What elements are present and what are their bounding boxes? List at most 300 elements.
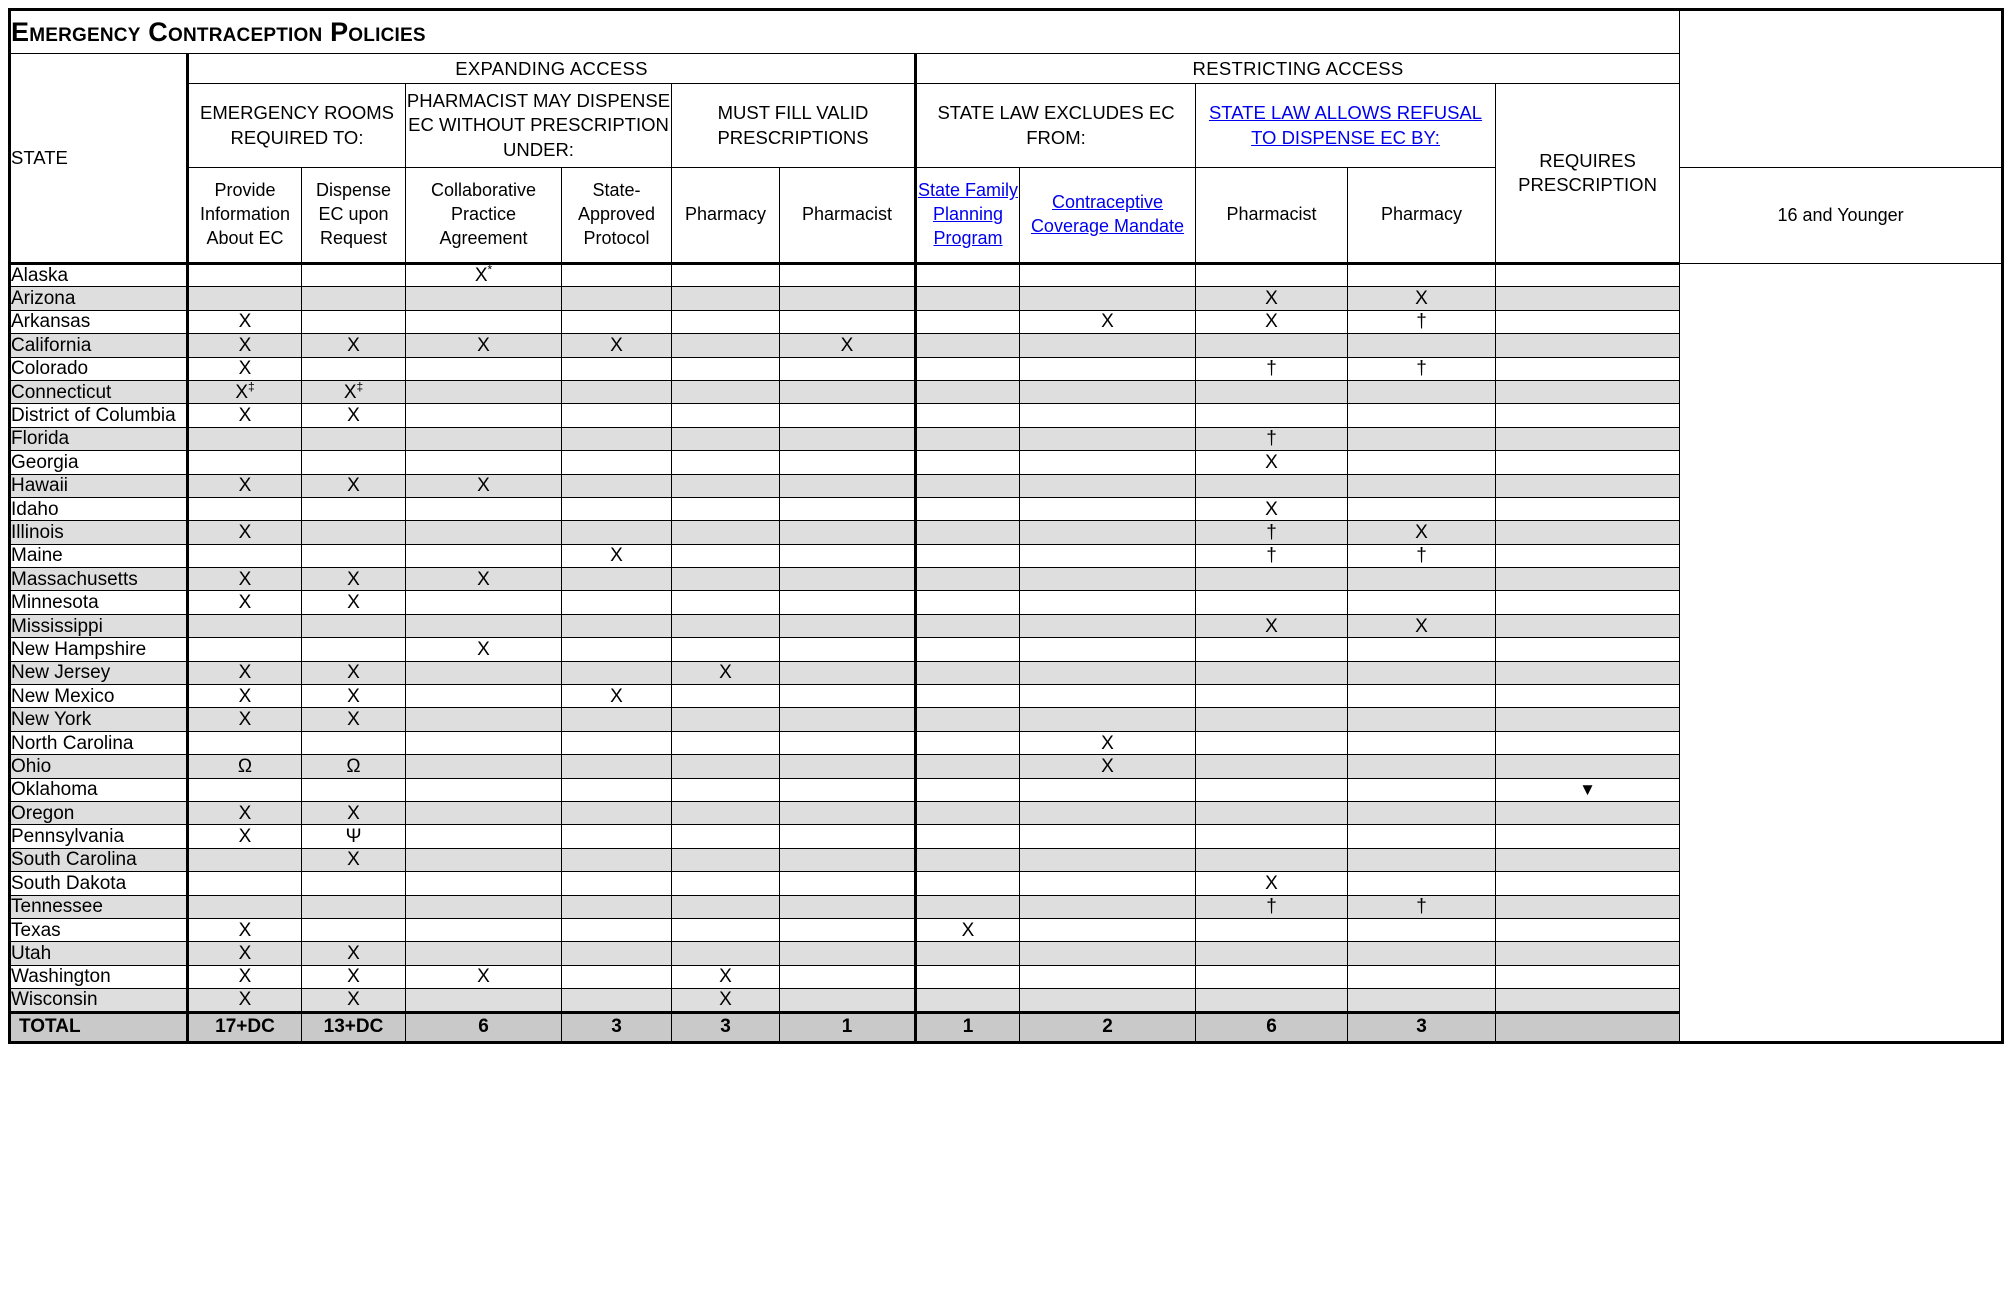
policy-cell [1196, 801, 1348, 824]
policy-cell [780, 942, 916, 965]
policy-cell [1020, 965, 1196, 988]
policy-cell [1020, 918, 1196, 941]
policy-cell [916, 591, 1020, 614]
table-row [10, 942, 2003, 965]
policy-cell [1196, 825, 1348, 848]
policy-cell [1496, 661, 1680, 684]
policy-cell [562, 357, 672, 380]
policy-cell [916, 474, 1020, 497]
header-sub-state-family-planning-program-link[interactable]: State Family Planning Program [917, 180, 1019, 248]
policy-cell [780, 591, 916, 614]
header-sub-contraceptive-coverage-mandate[interactable] [1020, 168, 1196, 264]
policy-cell [780, 755, 916, 778]
state-name-cell: New York [10, 708, 188, 731]
header-sub-state-family-planning-program[interactable] [916, 168, 1020, 264]
policy-cell: † [1348, 357, 1496, 380]
policy-cell [780, 568, 916, 591]
state-name-cell: South Dakota [10, 872, 188, 895]
policy-cell [1196, 965, 1348, 988]
state-name-cell: Wisconsin [10, 989, 188, 1012]
policy-cell [406, 801, 562, 824]
footnote-marker: * [487, 262, 493, 277]
policy-cell [1020, 942, 1196, 965]
total-value-cell: 3 [1348, 1012, 1496, 1042]
policy-cell: X [1020, 310, 1196, 333]
header-pharmacist-may-dispense: PHARMACIST MAY DISPENSE EC WITHOUT PRESCRIPTION UNDER: [406, 84, 672, 168]
policy-cell [1496, 825, 1680, 848]
header-sub-pharmacy-refusal: Pharmacy [1348, 168, 1496, 264]
state-name-cell: New Hampshire [10, 638, 188, 661]
policy-cell [1348, 778, 1496, 801]
policy-cell [406, 778, 562, 801]
policy-cell [1348, 661, 1496, 684]
table-row [10, 380, 2003, 403]
total-value-cell: 3 [672, 1012, 780, 1042]
policy-cell [1348, 989, 1496, 1012]
policy-cell [1496, 614, 1680, 637]
state-name-cell: Florida [10, 427, 188, 450]
header-state-law-excludes-ec-from: STATE LAW EXCLUDES EC FROM: [916, 84, 1196, 168]
policy-cell: X [188, 708, 302, 731]
policy-cell: X [302, 568, 406, 591]
policy-cell [1196, 755, 1348, 778]
policy-cell [916, 264, 1020, 287]
policy-cell [780, 661, 916, 684]
policy-cell [1496, 685, 1680, 708]
policy-cell [672, 755, 780, 778]
policy-cell [188, 895, 302, 918]
policy-cell [1020, 404, 1196, 427]
policy-cell [302, 614, 406, 637]
table-row [10, 474, 2003, 497]
policy-cell [562, 614, 672, 637]
policy-cell [1196, 731, 1348, 754]
total-value-cell: 1 [780, 1012, 916, 1042]
policy-cell [916, 544, 1020, 567]
policy-cell [302, 872, 406, 895]
header-state-law-allows-refusal-link[interactable]: STATE LAW ALLOWS REFUSAL TO DISPENSE EC BY: [1208, 102, 1483, 148]
policy-cell [1348, 685, 1496, 708]
policy-cell [672, 895, 780, 918]
policy-cell [188, 731, 302, 754]
policy-cell [672, 380, 780, 403]
policy-cell: † [1348, 544, 1496, 567]
policy-cell [406, 661, 562, 684]
state-name-cell: Idaho [10, 497, 188, 520]
policy-cell: X [1020, 755, 1196, 778]
state-name-cell: Pennsylvania [10, 825, 188, 848]
table-row [10, 264, 2003, 287]
table-row [10, 451, 2003, 474]
policy-cell [302, 427, 406, 450]
policy-cell [1496, 568, 1680, 591]
header-sub-pharmacist-must-fill: Pharmacist [780, 168, 916, 264]
policy-cell [1020, 427, 1196, 450]
policy-cell [188, 451, 302, 474]
policy-cell [780, 848, 916, 871]
policy-cell [1496, 310, 1680, 333]
policy-cell [1020, 661, 1196, 684]
policy-cell [672, 825, 780, 848]
policy-cell [1496, 778, 1680, 801]
policy-cell [1348, 264, 1496, 287]
policy-cell [1196, 708, 1348, 731]
policy-cell: X [406, 474, 562, 497]
policy-cell [406, 451, 562, 474]
policy-cell [916, 287, 1020, 310]
policy-cell [1496, 357, 1680, 380]
policy-cell [302, 895, 406, 918]
policy-cell [916, 825, 1020, 848]
policy-cell [1496, 989, 1680, 1012]
table-row [10, 848, 2003, 871]
policy-cell [916, 661, 1020, 684]
table-row [10, 708, 2003, 731]
table-body [10, 264, 2003, 1013]
policy-cell [916, 380, 1020, 403]
state-name-cell: Massachusetts [10, 568, 188, 591]
policy-cell [188, 287, 302, 310]
policy-cell [916, 404, 1020, 427]
policy-cell [672, 521, 780, 544]
policy-cell [1348, 380, 1496, 403]
policy-cell [1196, 942, 1348, 965]
policy-cell [916, 310, 1020, 333]
policy-cell: X‡ [188, 380, 302, 403]
policy-cell [780, 287, 916, 310]
policy-cell [916, 778, 1020, 801]
policy-cell [672, 942, 780, 965]
footnote-marker: ‡ [356, 379, 364, 394]
policy-cell [562, 427, 672, 450]
policy-cell: X [562, 685, 672, 708]
policy-cell: X* [406, 264, 562, 287]
policy-cell: X [916, 918, 1020, 941]
policy-cell [1020, 568, 1196, 591]
policy-cell [780, 380, 916, 403]
policy-cell [406, 708, 562, 731]
total-value-cell [1496, 1012, 1680, 1042]
policy-cell [1348, 918, 1496, 941]
policy-cell [672, 614, 780, 637]
policy-cell [780, 895, 916, 918]
policy-cell [1496, 755, 1680, 778]
policy-cell [188, 264, 302, 287]
header-sub-provide-information-about-ec: Provide Information About EC [188, 168, 302, 264]
policy-cell [1020, 848, 1196, 871]
policy-cell: X [1020, 731, 1196, 754]
policy-cell [916, 451, 1020, 474]
policy-cell [780, 989, 916, 1012]
policy-cell [562, 568, 672, 591]
policy-cell [916, 708, 1020, 731]
policy-cell [188, 497, 302, 520]
policy-cell [780, 708, 916, 731]
total-value-cell: 17+DC [188, 1012, 302, 1042]
policy-cell [1196, 474, 1348, 497]
table-row [10, 521, 2003, 544]
policy-cell [1020, 264, 1196, 287]
total-value-cell: 1 [916, 1012, 1020, 1042]
policy-cell [1496, 591, 1680, 614]
policy-cell [1196, 685, 1348, 708]
header-state: STATE [10, 54, 188, 264]
table-row [10, 404, 2003, 427]
policy-cell [1348, 427, 1496, 450]
policy-cell [1020, 685, 1196, 708]
state-name-cell: Texas [10, 918, 188, 941]
policy-cell: X [1348, 287, 1496, 310]
policy-cell [1196, 661, 1348, 684]
state-name-cell: Colorado [10, 357, 188, 380]
policy-cell [672, 264, 780, 287]
policy-cell [188, 848, 302, 871]
policy-cell [1496, 404, 1680, 427]
policy-cell [562, 380, 672, 403]
policy-cell [406, 521, 562, 544]
header-mid-row [10, 84, 2003, 168]
state-name-cell: Arizona [10, 287, 188, 310]
policy-cell: X [188, 825, 302, 848]
policy-cell [562, 801, 672, 824]
policy-cell [1348, 638, 1496, 661]
policy-cell: X [1196, 310, 1348, 333]
header-sub-dispense-ec-upon-request: Dispense EC upon Request [302, 168, 406, 264]
policy-cell: X [1348, 521, 1496, 544]
state-name-cell: North Carolina [10, 731, 188, 754]
policy-cell [1020, 801, 1196, 824]
policy-cell: X [406, 638, 562, 661]
policy-cell [672, 685, 780, 708]
policy-cell [916, 521, 1020, 544]
policy-cell [672, 568, 780, 591]
table-row [10, 778, 2003, 801]
policy-cell [562, 264, 672, 287]
table-total [10, 1012, 2003, 1042]
policy-cell [562, 310, 672, 333]
policy-cell [406, 614, 562, 637]
header-sub-collaborative-practice-agreement: Collaborative Practice Agreement [406, 168, 562, 264]
policy-cell [672, 918, 780, 941]
policy-cell [1020, 474, 1196, 497]
policy-cell [562, 755, 672, 778]
policy-cell [672, 427, 780, 450]
policy-cell [302, 497, 406, 520]
policy-cell [672, 474, 780, 497]
policy-cell [1020, 497, 1196, 520]
policy-cell: X [302, 404, 406, 427]
header-sub-contraceptive-coverage-mandate-link[interactable]: Contraceptive Coverage Mandate [1030, 192, 1185, 236]
policy-cell [1496, 380, 1680, 403]
policy-cell [1496, 918, 1680, 941]
page-title: Emergency Contraception Policies [11, 16, 426, 47]
policy-cell: Ω [302, 755, 406, 778]
policy-cell: X [562, 334, 672, 357]
header-emergency-rooms-required-to: EMERGENCY ROOMS REQUIRED TO: [188, 84, 406, 168]
policy-cell: X [302, 801, 406, 824]
state-name-cell: Tennessee [10, 895, 188, 918]
policy-cell: X [188, 591, 302, 614]
policy-cell [1196, 591, 1348, 614]
state-name-cell: Arkansas [10, 310, 188, 333]
policy-cell [780, 521, 916, 544]
policy-cell [562, 778, 672, 801]
policy-cell [1020, 638, 1196, 661]
policy-cell [916, 568, 1020, 591]
policy-cell [672, 848, 780, 871]
state-name-cell: Alaska [10, 264, 188, 287]
policy-cell: † [1196, 357, 1348, 380]
policy-cell [406, 895, 562, 918]
policy-cell [780, 801, 916, 824]
policy-cell [562, 591, 672, 614]
policy-cell [916, 427, 1020, 450]
policy-cell [1196, 380, 1348, 403]
policy-cell: † [1196, 427, 1348, 450]
policy-cell: X [1196, 497, 1348, 520]
policy-cell [1348, 848, 1496, 871]
policy-cell [406, 357, 562, 380]
policy-cell: X [188, 942, 302, 965]
policy-cell [1348, 965, 1496, 988]
state-name-cell: Maine [10, 544, 188, 567]
state-name-cell: Ohio [10, 755, 188, 778]
policy-cell: X [188, 661, 302, 684]
policy-cell: X [562, 544, 672, 567]
policy-cell [302, 521, 406, 544]
policy-cell [916, 872, 1020, 895]
policy-cell: X [302, 989, 406, 1012]
state-name-cell: Washington [10, 965, 188, 988]
policy-cell [672, 708, 780, 731]
policy-cell [406, 942, 562, 965]
policy-cell [562, 825, 672, 848]
policy-cell [406, 685, 562, 708]
table-row [10, 638, 2003, 661]
policy-cell: X [302, 965, 406, 988]
policy-cell: X [188, 918, 302, 941]
policy-cell [1496, 965, 1680, 988]
table-row [10, 825, 2003, 848]
state-name-cell: Oregon [10, 801, 188, 824]
policy-cell [1348, 497, 1496, 520]
policy-cell [406, 989, 562, 1012]
policy-cell: X [188, 685, 302, 708]
policy-cell [916, 942, 1020, 965]
policy-cell [672, 497, 780, 520]
policy-cell [1348, 474, 1496, 497]
header-sub-row [10, 168, 2003, 264]
state-name-cell: Minnesota [10, 591, 188, 614]
header-sub-pharmacist-refusal: Pharmacist [1196, 168, 1348, 264]
policy-cell [1020, 287, 1196, 310]
policy-cell [916, 965, 1020, 988]
policy-cell [916, 334, 1020, 357]
table-row [10, 544, 2003, 567]
policy-cell [302, 731, 406, 754]
policy-cell: X [188, 568, 302, 591]
policy-cell [1196, 334, 1348, 357]
policy-cell: X [672, 965, 780, 988]
policy-cell [916, 497, 1020, 520]
policy-cell [1020, 451, 1196, 474]
state-name-cell: New Mexico [10, 685, 188, 708]
policy-cell [780, 918, 916, 941]
policy-cell [302, 918, 406, 941]
state-name-cell: District of Columbia [10, 404, 188, 427]
policy-cell [562, 451, 672, 474]
policy-cell [562, 895, 672, 918]
policy-cell [406, 591, 562, 614]
total-value-cell: 2 [1020, 1012, 1196, 1042]
total-value-cell: 6 [406, 1012, 562, 1042]
policy-cell [406, 544, 562, 567]
policy-cell: X [672, 989, 780, 1012]
policy-cell [780, 404, 916, 427]
policy-cell [916, 895, 1020, 918]
policy-cell: X [188, 965, 302, 988]
header-group-restricting-access: RESTRICTING ACCESS [916, 54, 1680, 84]
total-value-cell: 6 [1196, 1012, 1348, 1042]
policy-cell [1020, 708, 1196, 731]
policy-cell [562, 708, 672, 731]
policy-cell [916, 989, 1020, 1012]
policy-cell [1496, 497, 1680, 520]
policy-cell [302, 357, 406, 380]
policy-cell [916, 638, 1020, 661]
total-value-cell: 13+DC [302, 1012, 406, 1042]
policy-cell [780, 638, 916, 661]
state-name-cell: Georgia [10, 451, 188, 474]
policy-cell: X [188, 801, 302, 824]
policy-cell [1020, 521, 1196, 544]
policy-cell [672, 591, 780, 614]
policy-cell [1496, 287, 1680, 310]
header-sub-16-and-younger: 16 and Younger [1680, 168, 2003, 264]
policy-cell: X [1348, 614, 1496, 637]
table-row [10, 895, 2003, 918]
header-requires-prescription: REQUIRES PRESCRIPTION [1496, 84, 1680, 264]
policy-cell [562, 287, 672, 310]
policy-cell [406, 731, 562, 754]
policy-cell [1348, 451, 1496, 474]
policy-cell [562, 848, 672, 871]
state-name-cell: Oklahoma [10, 778, 188, 801]
policy-cell: X [188, 521, 302, 544]
policy-cell [780, 451, 916, 474]
policy-cell [1348, 755, 1496, 778]
policy-cell [1348, 708, 1496, 731]
policy-cell: X [188, 989, 302, 1012]
policy-cell [672, 544, 780, 567]
policy-cell [1020, 825, 1196, 848]
policy-cell: X‡ [302, 380, 406, 403]
policy-cell [188, 427, 302, 450]
header-state-law-allows-refusal[interactable] [1196, 84, 1496, 168]
policy-cell [1496, 451, 1680, 474]
policy-cell [1348, 568, 1496, 591]
state-name-cell: California [10, 334, 188, 357]
policy-cell [562, 661, 672, 684]
policy-cell [1196, 778, 1348, 801]
policy-cell [780, 427, 916, 450]
table-row [10, 357, 2003, 380]
policy-cell [406, 918, 562, 941]
header-group-expanding-access: EXPANDING ACCESS [188, 54, 916, 84]
policy-cell [672, 731, 780, 754]
table-row [10, 755, 2003, 778]
policy-cell [916, 614, 1020, 637]
